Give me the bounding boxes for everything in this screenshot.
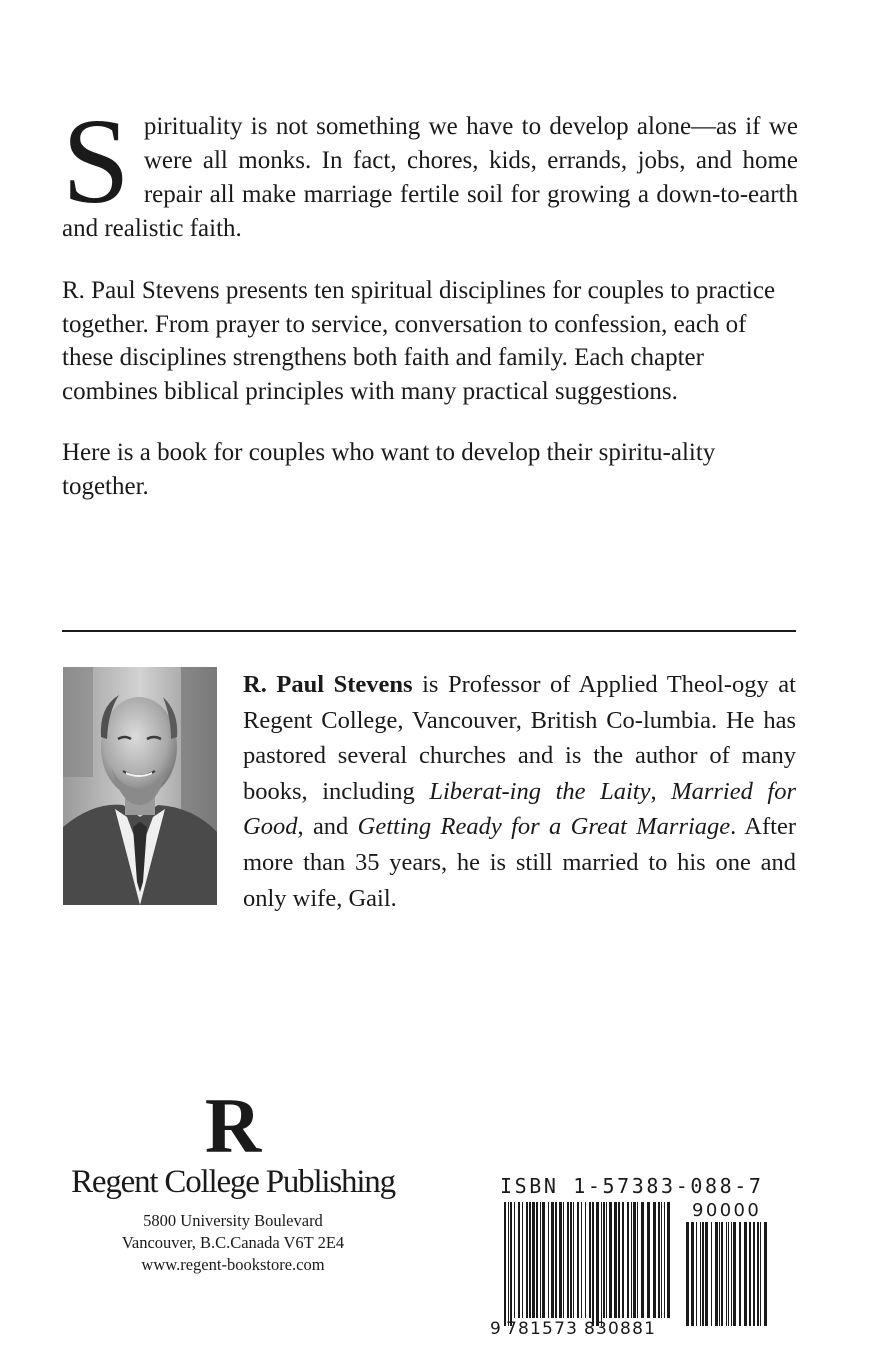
- barcode-bar: [609, 1202, 612, 1318]
- barcode-bar: [631, 1202, 632, 1318]
- barcode-bar: [551, 1202, 554, 1318]
- publisher-name: Regent College Publishing: [71, 1164, 395, 1200]
- barcode-digits-right: 830881: [584, 1319, 657, 1339]
- barcode-bar: [606, 1202, 607, 1318]
- blurb-paragraph-3: Here is a book for couples who want to develop their spiritu-ality together.: [62, 439, 716, 500]
- barcode-bar: [536, 1202, 538, 1318]
- barcode-bar: [508, 1202, 509, 1326]
- barcode-bar: [721, 1222, 723, 1326]
- barcode-bar: [618, 1202, 620, 1318]
- author-bio: [243, 667, 796, 916]
- isbn-label: ISBN 1-57383-088-7: [500, 1174, 764, 1198]
- barcode-bar: [526, 1202, 528, 1318]
- blurb-paragraph-1: [62, 94, 798, 246]
- addon-bars: [686, 1222, 767, 1326]
- bio-separator-1: ,: [650, 777, 672, 805]
- barcode-bar: [760, 1222, 761, 1326]
- barcode-bar: [715, 1222, 718, 1326]
- barcode-bar: [577, 1202, 579, 1318]
- barcode-bar: [522, 1202, 523, 1318]
- barcode-bar: [504, 1202, 506, 1326]
- barcode-bar: [581, 1202, 582, 1318]
- blurb-paragraph-1-text: pirituality is not something we have to develop alone—as if we were all monks. In fact, chores, kids, errands, jobs, and home repair all make marriage fertile soil for growing a down-to-earth and realistic faith.: [62, 113, 798, 242]
- barcode-bar: [592, 1202, 594, 1326]
- barcode-bar: [548, 1202, 549, 1318]
- barcode-bar: [542, 1202, 545, 1318]
- barcode-bar: [637, 1202, 638, 1318]
- barcode-bar: [702, 1222, 704, 1326]
- blurb: [62, 94, 798, 531]
- barcode-bar: [627, 1202, 629, 1318]
- barcode-bar: [555, 1202, 557, 1318]
- book-title-1: Liberat-ing the Laity: [429, 777, 651, 805]
- barcode-bar: [661, 1202, 662, 1318]
- barcode-bar: [653, 1202, 656, 1318]
- barcode-bar: [540, 1202, 541, 1318]
- divider-rule: [62, 630, 796, 632]
- barcode-bar: [733, 1222, 736, 1326]
- barcode-bar: [664, 1202, 665, 1318]
- book-title-2: Married for Good: [243, 777, 797, 841]
- barcode-bar: [567, 1202, 569, 1318]
- publisher-logo: R: [204, 1082, 262, 1169]
- barcode-bar: [614, 1202, 617, 1318]
- drop-cap: S: [62, 94, 130, 229]
- book-title-3: Getting Ready for a Great Marriage: [357, 813, 731, 841]
- barcode-bar: [764, 1222, 767, 1326]
- barcode-bar: [667, 1202, 670, 1318]
- barcode-bar: [633, 1202, 636, 1318]
- barcode-bar: [563, 1202, 564, 1318]
- barcode-bar: [658, 1202, 660, 1318]
- publisher-address-line-2: Vancouver, B.C.Canada V6T 2E4: [121, 1233, 345, 1252]
- barcode-bar: [559, 1202, 562, 1318]
- barcode-bar: [573, 1202, 574, 1318]
- barcode-bar: [696, 1222, 697, 1326]
- barcode-bar: [753, 1222, 755, 1326]
- barcode-bar: [757, 1222, 759, 1326]
- bio-separator-2: , and: [297, 813, 358, 841]
- barcode-lead-digit: 9: [490, 1319, 501, 1339]
- publisher-website: www.regent-bookstore.com: [141, 1255, 325, 1274]
- barcode-bar: [731, 1222, 732, 1326]
- barcode-bar: [596, 1202, 599, 1326]
- publisher-block: [48, 1082, 418, 1276]
- barcode-price-code: 90000: [692, 1200, 762, 1221]
- bio-text-2: . After more than 35 years, he is still married to his one and only wife, Gail.: [243, 813, 796, 912]
- barcode-bar: [570, 1202, 572, 1318]
- publisher-address-line-1: 5800 University Boulevard: [143, 1211, 323, 1230]
- barcode-bar: [719, 1222, 720, 1326]
- barcode-bar: [510, 1202, 512, 1326]
- barcode-bar: [589, 1202, 591, 1318]
- barcode: [484, 1200, 774, 1340]
- blurb-paragraph-2: R. Paul Stevens presents ten spiritual disciplines for couples to practice together. From prayer to service, conversation to confession, each of these disciplines strengthens both faith and family. Each chapter combines biblical principles with many practical suggestions.: [62, 277, 776, 405]
- author-name: R. Paul Stevens: [243, 671, 413, 698]
- barcode-digits-left: 781573: [506, 1319, 579, 1339]
- barcode-bar: [700, 1222, 701, 1326]
- barcode-bar: [603, 1202, 605, 1318]
- barcode-bar: [518, 1202, 520, 1318]
- ean13-bars: [504, 1202, 670, 1326]
- barcode-bar: [686, 1222, 689, 1326]
- barcode-bar: [641, 1202, 644, 1318]
- barcode-bar: [711, 1222, 712, 1326]
- barcode-bar: [622, 1202, 624, 1318]
- bio-text-1: is Professor of Applied Theol-ogy at Regent College, Vancouver, British Co-lumbia. He has pastored several churches and is the author of many books, including: [243, 671, 796, 805]
- barcode-bar: [728, 1222, 729, 1326]
- barcode-bar: [739, 1222, 741, 1326]
- barcode-bar: [647, 1202, 650, 1318]
- barcode-bar: [749, 1222, 751, 1326]
- barcode-bar: [529, 1202, 531, 1318]
- barcode-bar: [585, 1202, 586, 1318]
- barcode-bar: [691, 1222, 694, 1326]
- barcode-bar: [532, 1202, 535, 1318]
- barcode-bar: [514, 1202, 515, 1318]
- barcode-bar: [601, 1202, 602, 1326]
- author-photo: [63, 667, 217, 905]
- barcode-bar: [726, 1222, 727, 1326]
- barcode-bar: [744, 1222, 747, 1326]
- barcode-bar: [705, 1222, 708, 1326]
